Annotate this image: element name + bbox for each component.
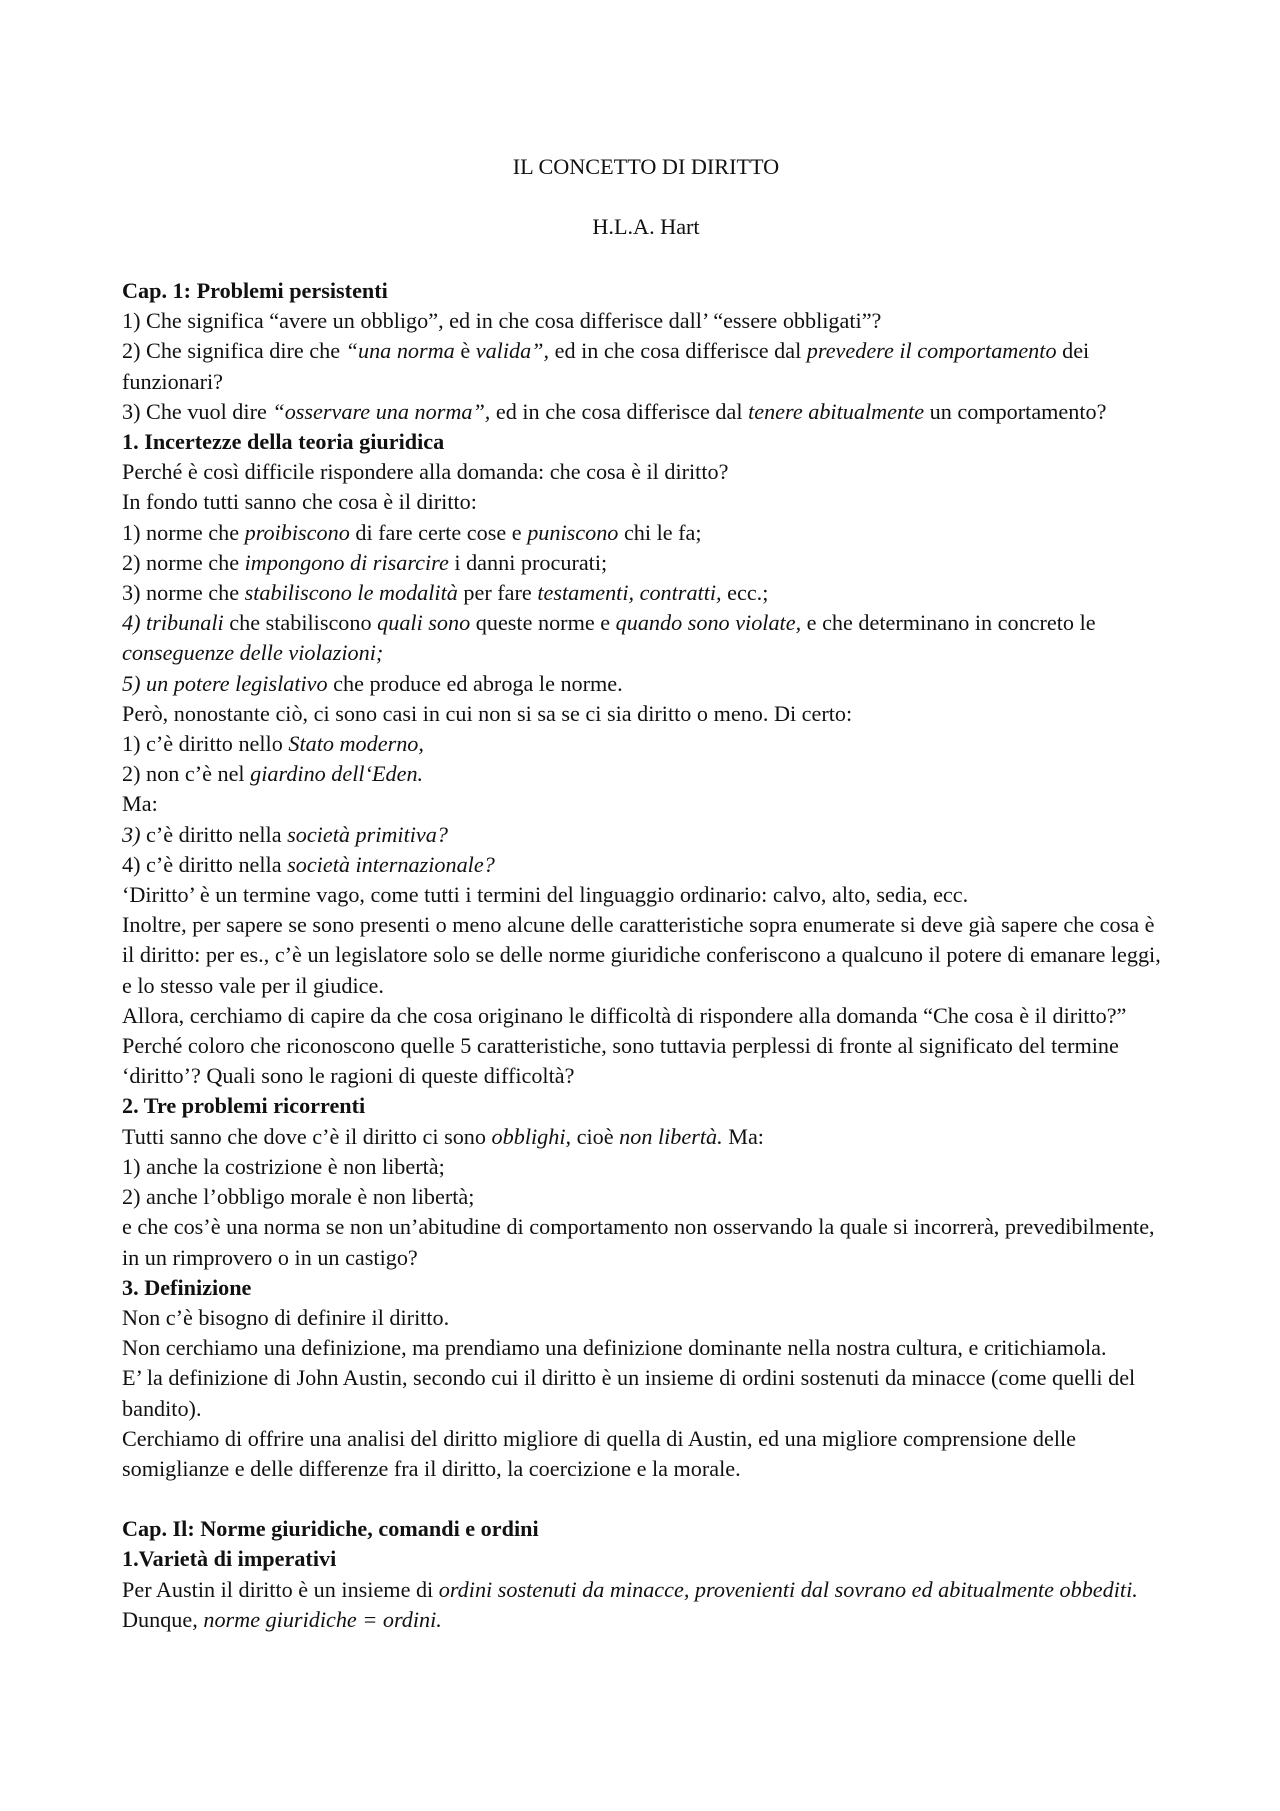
text-run: ed in che cosa differisce dal xyxy=(549,338,807,364)
body-paragraph xyxy=(122,1152,1170,1182)
section-heading xyxy=(122,1514,1170,1544)
text-run: 4) c’è diritto nella xyxy=(122,851,288,877)
italic-text: “osservare una norma”, xyxy=(272,398,491,424)
text-run: di fare certe cose e xyxy=(349,519,528,545)
text-run: 1) norme che xyxy=(122,519,245,545)
italic-text: conseguenze delle violazioni; xyxy=(122,640,384,666)
italic-text: tenere abitualmente xyxy=(748,398,925,424)
text-run: Per Austin il diritto è un insieme di xyxy=(122,1576,439,1602)
section-heading xyxy=(122,1544,1170,1574)
text-run: ecc.; xyxy=(721,580,769,606)
body-paragraph xyxy=(122,397,1170,427)
document-body xyxy=(122,276,1170,1635)
text-run: chi le fa; xyxy=(618,519,702,545)
body-paragraph xyxy=(122,1212,1170,1272)
text-run: che stabiliscono xyxy=(223,610,378,636)
text-run: Tutti sanno che dove c’è il diritto ci sono xyxy=(122,1123,492,1149)
body-paragraph xyxy=(122,729,1170,759)
body-paragraph xyxy=(122,1575,1170,1635)
text-run: 3) Che vuol dire xyxy=(122,398,273,424)
text-run: 3) norme che xyxy=(122,580,245,606)
document-title: IL CONCETTO DI DIRITTO xyxy=(512,154,780,179)
text-run: Allora, cerchiamo di capire da che cosa originano le difficoltà di rispondere alla domanda “Che cosa è il diritto?” Perché coloro che riconoscono quelle 5 caratteristiche, sono tuttavia perplessi di fronte al significato del termine ‘diritto’? Quali sono le ragioni di queste difficoltà? xyxy=(122,1002,1127,1089)
body-paragraph xyxy=(122,699,1170,729)
text-run: 1) c’è diritto nello xyxy=(122,731,289,757)
body-paragraph xyxy=(122,820,1170,850)
text-run: Cerchiamo di offrire una analisi del diritto migliore di quella di Austin, ed una migliore comprensione delle somiglianze e delle differenze fra il diritto, la coercizione e la morale. xyxy=(122,1425,1077,1481)
text-run: 2) norme che xyxy=(122,549,245,575)
text-run: 2. Tre problemi ricorrenti xyxy=(122,1093,366,1119)
text-run: e che cos’è una norma se non un’abitudine di comportamento non osservando la quale si incorrerà, prevedibilmente, in un rimprovero o in un castigo? xyxy=(122,1214,1155,1270)
body-paragraph xyxy=(122,487,1170,517)
text-run: è xyxy=(454,338,476,364)
italic-text: 4) tribunali xyxy=(122,610,224,636)
text-run: 2) non c’è nel xyxy=(122,761,251,787)
body-paragraph xyxy=(122,850,1170,880)
italic-text: testamenti, contratti, xyxy=(537,580,722,606)
body-paragraph xyxy=(122,518,1170,548)
italic-text: puniscono xyxy=(527,519,619,545)
body-paragraph xyxy=(122,548,1170,578)
text-run: i danni procurati; xyxy=(448,549,608,575)
text-run: ‘Diritto’ è un termine vago, come tutti i termini del linguaggio ordinario: calvo, alto, sedia, ecc. xyxy=(122,882,969,908)
text-run: E’ la definizione di John Austin, secondo cui il diritto è un insieme di ordini sostenuti da minacce (come quelli del bandito). xyxy=(122,1365,1136,1421)
text-run: 2) anche l’obbligo morale è non libertà; xyxy=(122,1184,475,1210)
text-run: Dunque, xyxy=(122,1606,204,1632)
body-paragraph xyxy=(122,608,1170,668)
body-paragraph xyxy=(122,669,1170,699)
section-spacer xyxy=(122,1484,1170,1514)
body-paragraph xyxy=(122,1424,1170,1484)
italic-text: società internazionale? xyxy=(287,851,495,877)
body-paragraph xyxy=(122,1122,1170,1152)
text-run: per fare xyxy=(457,580,538,606)
text-run: 1.Varietà di imperativi xyxy=(122,1546,337,1572)
text-run: che produce ed abroga le norme. xyxy=(327,670,623,696)
text-run: Cap. Il: Norme giuridiche, comandi e ordini xyxy=(122,1516,539,1542)
body-paragraph xyxy=(122,759,1170,789)
text-run: c’è diritto nella xyxy=(140,821,288,847)
italic-text: proibiscono xyxy=(244,519,350,545)
text-run: Ma: xyxy=(122,791,158,817)
body-paragraph xyxy=(122,789,1170,819)
italic-text: obblighi, xyxy=(491,1123,572,1149)
text-run: dei funzionari? xyxy=(122,338,1090,394)
text-run: un comportamento? xyxy=(924,398,1107,424)
italic-text: 3) xyxy=(122,821,141,847)
italic-text: norme giuridiche = ordini. xyxy=(203,1606,442,1632)
italic-text: quando sono violate, xyxy=(615,610,802,636)
text-run: e che determinano in concreto le xyxy=(801,610,1096,636)
italic-text: impongono di risarcire xyxy=(244,549,449,575)
text-run: Inoltre, per sapere se sono presenti o meno alcune delle caratteristiche sopra enumerate si deve già sapere che cosa è il diritto: per es., c’è un legislatore solo se delle norme giuridiche conferiscono a qualcuno il potere di emanare leggi, e lo stesso vale per il giudice. xyxy=(122,912,1161,998)
text-run: Cap. 1: Problemi persistenti xyxy=(122,278,388,303)
body-paragraph xyxy=(122,1303,1170,1333)
body-paragraph xyxy=(122,1363,1170,1423)
section-heading xyxy=(122,1091,1170,1121)
text-run: 3. Definizione xyxy=(122,1274,252,1300)
text-run: 1. Incertezze della teoria giuridica xyxy=(122,429,445,455)
text-run: queste norme e xyxy=(470,610,616,636)
italic-text: valida”, xyxy=(475,338,550,364)
text-run: Non c’è bisogno di definire il diritto. xyxy=(122,1304,450,1330)
text-run: Ma: xyxy=(722,1123,764,1149)
body-paragraph xyxy=(122,306,1170,336)
italic-text: società primitiva? xyxy=(287,821,448,847)
italic-text: 5) un potere legislativo xyxy=(122,670,328,696)
italic-text: Stato moderno, xyxy=(288,731,424,757)
text-run: Non cerchiamo una definizione, ma prendiamo una definizione dominante nella nostra cultura, e critichiamola. xyxy=(122,1335,1107,1361)
section-heading xyxy=(122,276,1170,306)
text-run: cioè xyxy=(571,1123,620,1149)
body-paragraph xyxy=(122,336,1170,396)
body-paragraph xyxy=(122,910,1170,1001)
body-paragraph xyxy=(122,457,1170,487)
italic-text: “una norma xyxy=(345,338,455,364)
text-run: ed in che cosa differisce dal xyxy=(490,398,749,424)
body-paragraph xyxy=(122,1333,1170,1363)
italic-text: quali sono xyxy=(377,610,471,636)
italic-text: stabiliscono le modalità xyxy=(244,580,458,606)
body-paragraph xyxy=(122,1001,1170,1092)
text-run: In fondo tutti sanno che cosa è il diritto: xyxy=(122,489,477,515)
text-run: 1) anche la costrizione è non libertà; xyxy=(122,1153,445,1179)
italic-text: ordini sostenuti da minacce, provenienti dal sovrano ed abitualmente obbediti. xyxy=(438,1576,1138,1602)
text-run: 2) Che significa dire che xyxy=(122,338,346,364)
italic-text: giardino dell‘Eden. xyxy=(250,761,424,787)
text-run: 1) Che significa “avere un obbligo”, ed in che cosa differisce dall’ “essere obbligati”? xyxy=(122,308,882,334)
document-author: H.L.A. Hart xyxy=(592,214,700,239)
body-paragraph xyxy=(122,578,1170,608)
body-paragraph xyxy=(122,880,1170,910)
text-run: Perché è così difficile rispondere alla domanda: che cosa è il diritto? xyxy=(122,459,729,485)
body-paragraph xyxy=(122,1182,1170,1212)
text-run: Però, nonostante ciò, ci sono casi in cui non si sa se ci sia diritto o meno. Di certo: xyxy=(122,700,853,726)
section-heading xyxy=(122,1273,1170,1303)
italic-text: prevedere il comportamento xyxy=(806,338,1057,364)
italic-text: non libertà. xyxy=(619,1123,723,1149)
section-heading xyxy=(122,427,1170,457)
